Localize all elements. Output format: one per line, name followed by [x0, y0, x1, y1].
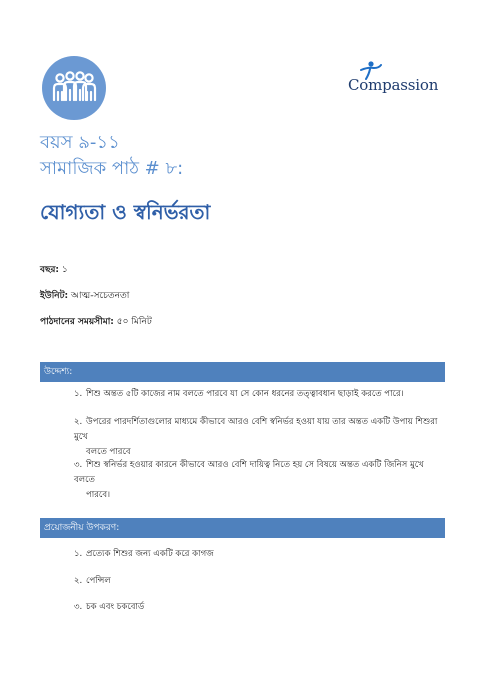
group-of-people-icon-graphic [42, 56, 106, 120]
material-text: চক এবং চকবোর্ড [86, 602, 145, 612]
meta-year [40, 262, 68, 277]
objective-text: শিশু স্বনির্ভর হওয়ার কারনে কীভাবে আরও বেশি দায়িত্ব নিতে হয় সে বিষয়ে অন্তত একটি জিনিস মুখে বলতে [74, 460, 424, 485]
material-text: পেন্সিল [86, 576, 111, 586]
meta-duration [40, 314, 152, 329]
age-range: বয়স ৯-১১ [40, 132, 120, 153]
meta-year-label: বছর: [40, 265, 60, 275]
brand-logo [344, 60, 454, 100]
group-of-people-icon [42, 56, 106, 120]
objective-text: শিশু অন্তত ৫টি কাজের নাম বলতে পারবে যা সে কোন ধরনের তত্ত্বাবধান ছাড়াই করতে পারে। [86, 389, 404, 399]
meta-duration-value: ৫০ মিনিট [116, 317, 152, 327]
objective-text-continued: পারবে। [86, 490, 111, 500]
material-text: প্রত্যেক শিশুর জন্য একটি করে কাগজ [86, 549, 214, 559]
material-number: ২. [74, 576, 83, 586]
lesson-title: যোগ্যতা ও স্বনির্ভরতা [40, 200, 211, 224]
objective-text-continued: বলতে পারবে [86, 447, 131, 457]
objective-item [74, 387, 444, 402]
objective-text: উপরের পারদর্শিতাগুলোর মাধ্যমে কীভাবে আরও বেশি স্বনির্ভর হওয়া যায় তার অন্তত একটি উপায় শিশুরা মুখে [74, 417, 438, 442]
material-item [74, 547, 444, 562]
objective-number: ৩. [74, 460, 83, 470]
objectives-heading: উদ্দেশ্য: [40, 362, 445, 382]
objective-item [74, 458, 444, 503]
materials-heading: প্রয়োজনীয় উপকরণ: [40, 518, 445, 538]
objective-item [74, 415, 444, 460]
brand-name: Compassion [348, 76, 439, 94]
material-item [74, 574, 444, 589]
lesson-label: সামাজিক পাঠ # ৮: [40, 158, 184, 179]
material-number: ১. [74, 549, 83, 559]
objective-number: ১. [74, 389, 83, 399]
material-item [74, 600, 444, 615]
meta-unit-value: আত্ম-সচেতনতা [71, 291, 130, 301]
meta-duration-label: পাঠদানের সময়সীমা: [40, 317, 114, 327]
meta-unit [40, 288, 129, 303]
meta-year-value: ১ [61, 265, 68, 275]
material-number: ৩. [74, 602, 83, 612]
meta-unit-label: ইউনিট: [40, 291, 69, 301]
objective-number: ২. [74, 417, 83, 427]
